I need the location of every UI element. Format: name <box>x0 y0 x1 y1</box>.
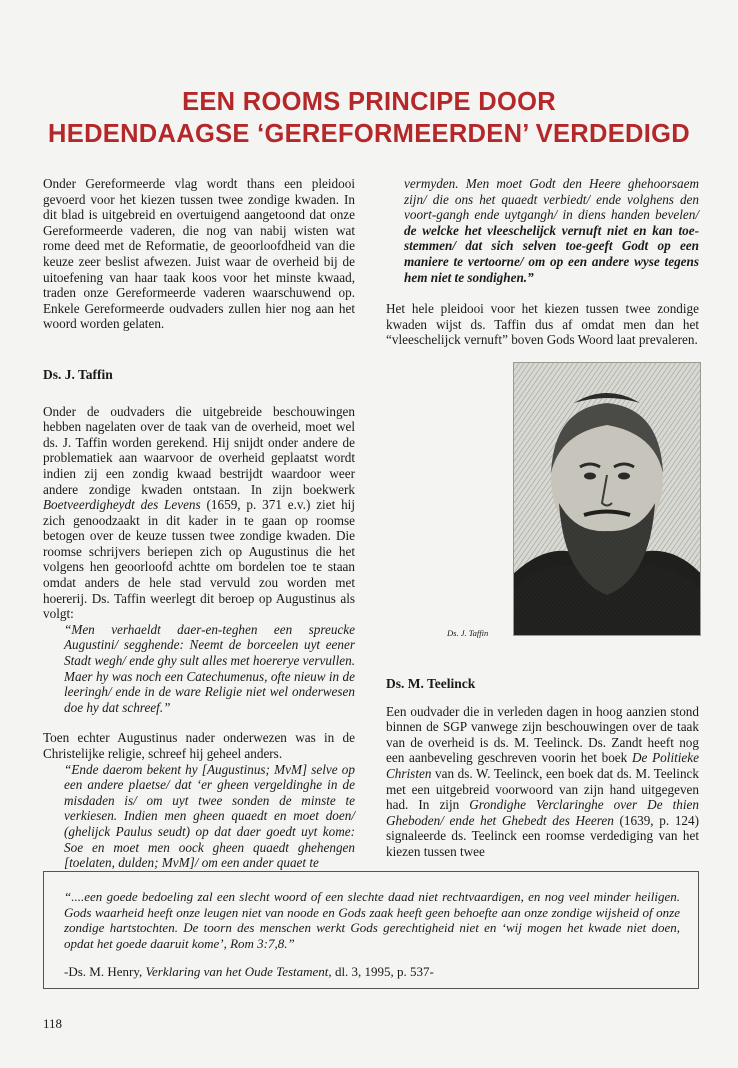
box-quote: “....een goede bedoeling zal een slecht woord of een slechte daad niet rechtvaardigen, en nog veel minder heiligen. Gods waarheid heeft onze leugen niet van noode en Gods zaak heeft geen behoefte aan onze zondige wijsheid of onze zondige hartstochten. De toorn des menschen werkt Gods gerechtigheid niet en ‘wij mogen het kwade niet doen, opdat het goede daaruit kome’, Rom 3:7,8.” <box>64 889 680 951</box>
section-heading-teelinck: Ds. M. Teelinck <box>386 676 476 691</box>
quote-cont-bold: de welcke het vleeschelijck vernuft niet en kan toe-stemmen/ dat sich selven toe-geeft Godt op een maniere te vertoorne/ om op een andere wyse tegens hem niet te sondighen.” <box>404 222 699 285</box>
box-source-book: Verklaring van het Oude Testament, <box>145 964 332 979</box>
conclusion-paragraph: Het hele pleidooi voor het kiezen tussen twee zondige kwaden wijst ds. Taffin dus af omdat men dan het “vleeschelijck vernuft” boven Gods Woord laat prevaleren. <box>386 301 699 348</box>
taffin-paragraph <box>43 404 355 622</box>
quote-augustinus-2: “Ende daerom bekent hy [Augustinus; MvM] selve op een andere plaetse/ dat ‘er gheen vergeldinghe in de misdaden is/ om uyt twee sonden de minste te verkiesen. Indien men gheen quaedt en moet doen/ (ghelijck Paulus seudt) op dat daer goedt uyt kome: Soe en moet men oock gheen quaedt ghehengen [toelaten, dulden; MvM]/ om een ander quaet te <box>64 761 355 871</box>
title-line-2: HEDENDAAGSE ‘GEREFORMEERDEN’ VERDEDIGD <box>48 120 690 148</box>
portrait-caption: Ds. J. Taffin <box>447 628 489 638</box>
right-column-lower <box>386 676 699 860</box>
book-title-grondighe-verclaringhe: Grondighe Verclaringhe over De thien Gheboden/ ende het Ghebedt des Heeren <box>386 797 699 828</box>
quote-continuation <box>386 176 699 285</box>
quote-augustinus-1: “Men verhaeldt daer-en-teghen een spreucke Augustini/ segghende: Neemt de borceelen uyt eener Stadt wegh/ ende ghy sult alles met hoererye vervullen. Maer hy was noch een Catechumenus, ofte nieuw in de leeringh/ ende in de ware Religie niet wel onderwesen doe hy dat schreef.” <box>64 621 355 715</box>
quote-box <box>43 871 699 989</box>
teelinck-text-b: van ds. W. Teelinck, een boek dat ds. M. Teelinck met een uitgebreid voorwoord van zijn hand uitgegeven had. In zijn <box>386 765 700 813</box>
taffin-text-b: (1659, p. 371 e.v.) ziet hij zich genoodzaakt in dit kader in te gaan op roomse betogen over de keuze tussen twee zondige kwaden. Die roomse schrijvers beriepen zich op Augustinus die het volgens hen geoorloofd achtte om bordelen toe te staan omdat anders de hele stad vervuld zou worden met hoererij. Ds. Taffin weerlegt dit beroep op Augustinus als volgt: <box>43 497 355 622</box>
teelinck-paragraph <box>386 704 699 860</box>
book-title-boetveerdigheydt: Boetveerdigheydt des Levens <box>43 497 201 513</box>
intro-paragraph: Onder Gereformeerde vlag wordt thans een pleidooi gevoerd voor het kiezen tussen twee zondige kwaden. In dit blad is uitgebreid en overtuigend aangetoond dat onze Gereformeerde vaderen, die nog van nabij wisten wat rome deed met de Reformatie, de geoorloofdheid van die keuze zeer beslist afwezen. Juist waar de overheid bij de uitoefening van haar taak koos voor het minste kwaad, traden onze Gereformeerde vaderen waarschuwend op. Enkele Gereformeerde oudvaders zullen hier nog aan het woord worden gelaten. <box>43 176 355 332</box>
left-column <box>43 176 355 871</box>
right-column <box>386 176 699 348</box>
teelinck-text-a: Een oudvader die in verleden dagen in hoog aanzien stond binnen de SGP vanwege zijn beschouwingen over de taak van de overheid is ds. M. Teelinck. Ds. Zandt heeft nog een aanbeveling geschreven voorin het boek <box>386 703 699 766</box>
page-title <box>20 86 718 150</box>
section-heading-taffin: Ds. J. Taffin <box>43 366 113 382</box>
box-source-author: -Ds. M. Henry, <box>64 964 143 979</box>
book-title-politieke-christen: De Politieke Christen <box>386 750 699 781</box>
title-line-1: EEN ROOMS PRINCIPE DOOR <box>182 88 556 116</box>
teelinck-text-c: (1639, p. 124) signaleerde ds. Teelinck een roomse verdediging van het kiezen tussen twee <box>386 812 699 859</box>
engraved-portrait-image <box>514 363 700 635</box>
box-source-details: dl. 3, 1995, p. 537- <box>334 964 434 979</box>
portrait-taffin <box>513 362 701 636</box>
page-number: 118 <box>43 1016 63 1031</box>
box-source <box>64 964 680 980</box>
augustinus-paragraph: Toen echter Augustinus nader onderwezen was in de Christelijke religie, schreef hij geheel anders. <box>43 730 355 761</box>
quote-cont-plain: vermyden. Men moet Godt den Heere ghehoorsaem zijn/ die ons het quaedt verbiedt/ ende volghens den voort-gangh ende uytgangh/ in diens handen bevelen/ <box>404 176 699 223</box>
taffin-text-a: Onder de oudvaders die uitgebreide beschouwingen hebben nagelaten over de taak van de overheid, moet wel ds. J. Taffin worden gerekend. Hij snijdt onder andere de problematiek aan waarvoor de overheid geplaatst wordt indien zij een zondig kwaad bestrijdt waardoor weer andere zondige kwaden ontstaan. In zijn boekwerk <box>43 403 355 497</box>
